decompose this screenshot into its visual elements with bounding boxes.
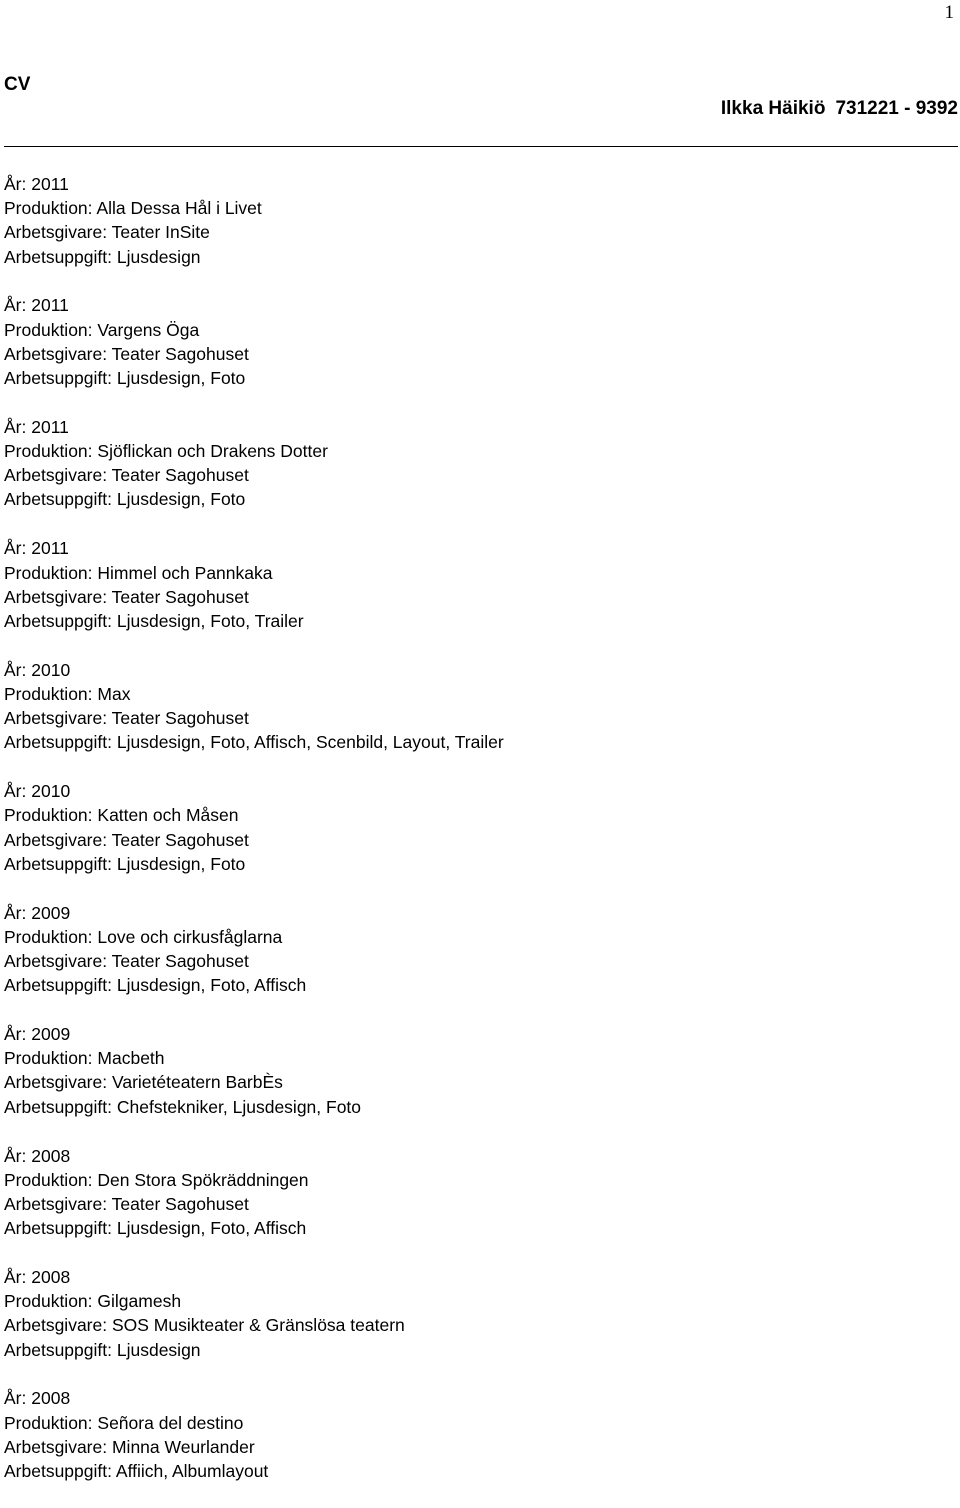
entry-employer-line: [4, 1435, 954, 1459]
entry-year-line: [4, 779, 954, 803]
cv-entry: [4, 779, 954, 876]
entry-task-label: Arbetsuppgift:: [4, 246, 112, 267]
entry-production-value: Vargens Öga: [97, 319, 200, 340]
entries-list: [4, 172, 954, 1508]
entry-task-line: [4, 1338, 954, 1362]
entry-task-value: Ljusdesign, Foto: [116, 368, 246, 388]
entry-employer-value: Teater InSite: [111, 222, 210, 243]
entry-task-label: Arbetsuppgift:: [4, 489, 112, 510]
entry-year-label: År:: [4, 1024, 27, 1045]
entry-year-line: [4, 1265, 954, 1289]
entry-production-line: [4, 561, 954, 585]
entry-task-label: Arbetsuppgift:: [4, 975, 112, 996]
entry-year-line: [4, 415, 954, 439]
entry-production-label: Produktion:: [4, 441, 93, 462]
entry-year-line: [4, 1386, 954, 1410]
entry-production-line: [4, 682, 954, 706]
entry-production-value: Alla Dessa Hål i Livet: [96, 198, 262, 219]
cv-entry: [4, 536, 954, 633]
cv-heading: CV: [4, 74, 31, 95]
entry-year-label: År:: [4, 174, 27, 194]
entry-production-line: [4, 1168, 954, 1192]
entry-employer-label: Arbetsgivare:: [4, 1193, 108, 1214]
cv-entry: [4, 1386, 954, 1483]
entry-year-value: 2011: [31, 538, 69, 559]
entry-task-value: Affiich, Albumlayout: [115, 1460, 269, 1481]
entry-employer-label: Arbetsgivare:: [4, 343, 108, 364]
entry-employer-label: Arbetsgivare:: [4, 222, 108, 243]
entry-employer-line: [4, 1313, 954, 1337]
cv-entry: [4, 1144, 954, 1241]
entry-employer-line: [4, 949, 954, 973]
entry-task-label: Arbetsuppgift:: [4, 610, 112, 631]
entry-year-value: 2008: [31, 1388, 71, 1409]
entry-year-value: 2010: [31, 781, 71, 802]
entry-task-line: [4, 245, 954, 269]
entry-employer-label: Arbetsgivare:: [4, 1315, 108, 1336]
entry-year-label: År:: [4, 781, 27, 802]
entry-year-line: [4, 1022, 954, 1046]
entry-production-value: Den Stora Spökräddningen: [97, 1169, 309, 1190]
entry-production-label: Produktion:: [4, 198, 93, 219]
entry-task-value: Ljusdesign, Foto: [116, 489, 246, 510]
entry-production-label: Produktion:: [4, 1169, 93, 1190]
entry-employer-label: Arbetsgivare:: [4, 586, 108, 607]
cv-entry: [4, 1022, 954, 1119]
entry-employer-label: Arbetsgivare:: [4, 1072, 108, 1093]
entry-year-label: År:: [4, 902, 27, 923]
entry-year-value: 2009: [31, 1024, 71, 1045]
entry-production-value: Macbeth: [97, 1048, 165, 1069]
entry-year-line: [4, 536, 954, 560]
entry-production-line: [4, 196, 954, 220]
entry-employer-line: [4, 1070, 954, 1094]
entry-year-value: 2010: [31, 659, 71, 680]
entry-year-value: 2011: [31, 295, 69, 316]
entry-year-line: [4, 658, 954, 682]
cv-entry: [4, 172, 954, 269]
entry-production-value: Himmel och Pannkaka: [97, 562, 273, 583]
entry-employer-value: Teater Sagohuset: [111, 708, 249, 729]
entry-production-label: Produktion:: [4, 562, 93, 583]
cv-entry: [4, 901, 954, 998]
entry-task-value: Chefstekniker, Ljusdesign, Foto: [116, 1096, 362, 1117]
entry-employer-value: SOS Musikteater & Gränslösa teatern: [111, 1315, 405, 1336]
entry-employer-label: Arbetsgivare:: [4, 465, 108, 486]
entry-employer-value: Teater Sagohuset: [111, 586, 249, 607]
entry-task-label: Arbetsuppgift:: [4, 1096, 112, 1117]
entry-task-line: [4, 1459, 954, 1483]
entry-task-value: Ljusdesign, Foto: [116, 853, 246, 874]
entry-task-label: Arbetsuppgift:: [4, 1460, 112, 1481]
person-name: Ilkka Häikiö: [720, 98, 826, 119]
entry-task-value: Ljusdesign, Foto, Trailer: [116, 610, 304, 631]
entry-employer-label: Arbetsgivare:: [4, 1436, 108, 1457]
entry-task-line: [4, 852, 954, 876]
entry-year-label: År:: [4, 1145, 27, 1166]
entry-employer-value: Varietéteatern BarbÈs: [111, 1072, 283, 1093]
entry-task-value: Ljusdesign, Foto, Affisch, Scenbild, Layout, Trailer: [116, 732, 504, 753]
entry-task-label: Arbetsuppgift:: [4, 732, 112, 753]
entry-task-label: Arbetsuppgift:: [4, 368, 112, 388]
entry-employer-line: [4, 220, 954, 244]
entry-production-label: Produktion:: [4, 1412, 93, 1433]
entry-production-value: Señora del destino: [97, 1412, 244, 1433]
page-number: 1: [944, 2, 954, 23]
entry-year-label: År:: [4, 295, 27, 316]
entry-production-label: Produktion:: [4, 805, 93, 826]
entry-task-label: Arbetsuppgift:: [4, 853, 112, 874]
entry-employer-line: [4, 585, 954, 609]
entry-production-line: [4, 803, 954, 827]
entry-production-label: Produktion:: [4, 683, 93, 704]
cv-entry: [4, 1265, 954, 1362]
entry-year-label: År:: [4, 538, 27, 559]
entry-production-line: [4, 1411, 954, 1435]
entry-employer-line: [4, 342, 954, 366]
entry-employer-line: [4, 828, 954, 852]
person-id-number: 731221 - 9392: [835, 98, 958, 119]
entry-year-line: [4, 172, 954, 196]
entry-task-label: Arbetsuppgift:: [4, 1339, 112, 1360]
entry-employer-label: Arbetsgivare:: [4, 951, 108, 971]
entry-production-line: [4, 925, 954, 949]
entry-year-value: 2009: [31, 902, 71, 923]
entry-task-line: [4, 609, 954, 633]
entry-year-value: 2011: [31, 174, 69, 194]
cv-entry: [4, 293, 954, 390]
entry-production-line: [4, 1046, 954, 1070]
entry-employer-line: [4, 706, 954, 730]
cv-entry: [4, 658, 954, 755]
entry-production-value: Love och cirkusfåglarna: [97, 926, 283, 947]
entry-year-label: År:: [4, 1388, 27, 1409]
entry-year-line: [4, 901, 954, 925]
entry-employer-value: Teater Sagohuset: [111, 343, 249, 364]
entry-production-value: Sjöflickan och Drakens Dotter: [97, 441, 328, 462]
entry-year-label: År:: [4, 1266, 27, 1287]
entry-task-label: Arbetsuppgift:: [4, 1218, 112, 1239]
entry-task-value: Ljusdesign, Foto, Affisch: [116, 1218, 307, 1239]
entry-production-label: Produktion:: [4, 1291, 93, 1312]
entry-task-line: [4, 730, 954, 754]
entry-task-line: [4, 1216, 954, 1240]
entry-employer-label: Arbetsgivare:: [4, 829, 108, 850]
entry-employer-value: Minna Weurlander: [111, 1436, 255, 1457]
entry-year-line: [4, 293, 954, 317]
name-line: [721, 98, 958, 120]
entry-employer-value: Teater Sagohuset: [111, 829, 249, 850]
entry-production-label: Produktion:: [4, 1048, 93, 1069]
entry-task-line: [4, 487, 954, 511]
entry-year-line: [4, 1144, 954, 1168]
entry-employer-value: Teater Sagohuset: [111, 951, 249, 971]
entry-employer-value: Teater Sagohuset: [111, 1193, 249, 1214]
cv-entry: [4, 415, 954, 512]
entry-employer-value: Teater Sagohuset: [111, 465, 249, 486]
entry-task-value: Ljusdesign, Foto, Affisch: [116, 975, 307, 996]
entry-year-value: 2008: [31, 1266, 71, 1287]
entry-production-line: [4, 439, 954, 463]
header-divider: [4, 146, 958, 147]
entry-year-value: 2008: [31, 1145, 71, 1166]
entry-production-line: [4, 1289, 954, 1313]
entry-production-value: Gilgamesh: [97, 1291, 182, 1312]
entry-year-value: 2011: [31, 416, 69, 437]
entry-production-value: Max: [97, 683, 131, 704]
entry-production-line: [4, 318, 954, 342]
entry-task-value: Ljusdesign: [116, 1339, 201, 1360]
entry-task-line: [4, 973, 954, 997]
entry-employer-line: [4, 463, 954, 487]
entry-employer-line: [4, 1192, 954, 1216]
entry-production-label: Produktion:: [4, 319, 93, 340]
entry-employer-label: Arbetsgivare:: [4, 708, 108, 729]
entry-task-value: Ljusdesign: [116, 246, 201, 267]
entry-year-label: År:: [4, 416, 27, 437]
entry-task-line: [4, 1095, 954, 1119]
entry-year-label: År:: [4, 659, 27, 680]
entry-task-line: [4, 366, 954, 390]
entry-production-label: Produktion:: [4, 926, 93, 947]
entry-production-value: Katten och Måsen: [97, 805, 239, 826]
